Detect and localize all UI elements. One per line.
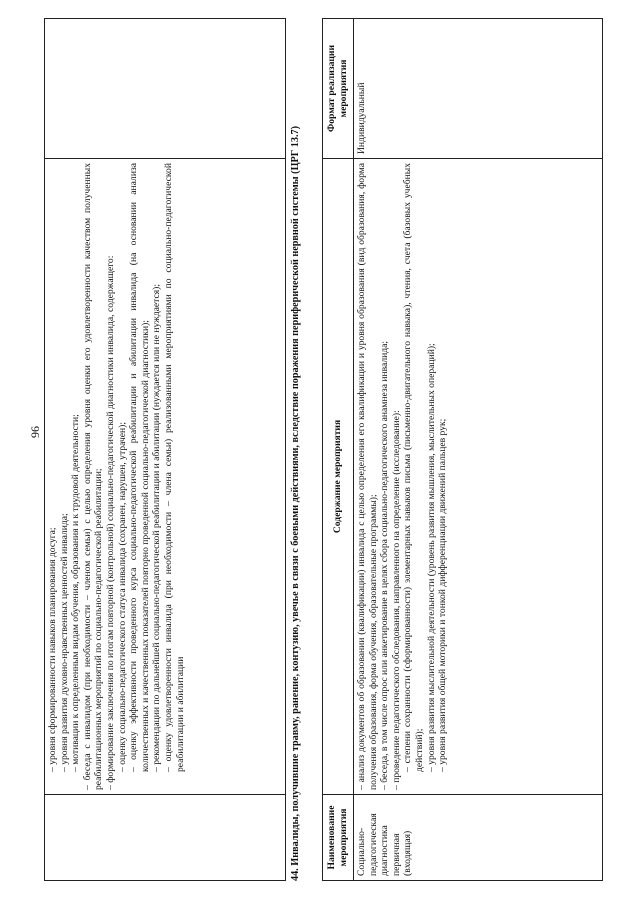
continuation-table [44, 18, 286, 881]
list-item: – формирование заключения по итогам повторной (контрольной) социально-педагогической диагностики инвалида, содержащего: [104, 255, 116, 790]
empty-format-cell [45, 19, 286, 159]
content-cell [45, 159, 286, 795]
list-item: – уровня сформированности навыков планирования досуга; [47, 527, 58, 772]
header-row [323, 19, 354, 881]
list-item: – рекомендации по дальнейшей социально-педагогической реабилитации и абилитации (нуждается или не нуждается); [151, 283, 163, 772]
table-row [45, 19, 286, 881]
list-item: – оценку социально-педагогического статуса инвалида (сохранен, нарушен, утрачен); [116, 421, 128, 772]
content-list [47, 163, 186, 790]
header-content: Содержание мероприятия [323, 159, 354, 795]
list-item: – мотивации к определенным видам обучения, образования и к трудовой деятельности; [70, 414, 82, 772]
rotated-page-content [44, 19, 618, 881]
header-format: Формат реализации мероприятия [323, 19, 354, 159]
activities-table [322, 18, 603, 881]
list-item: – оценку удовлетворенности инвалида (при необходимости – члена семьи) реализованными мероприятиями по социально-педагогической реабилитации и абилитации [162, 163, 186, 772]
content-cell [354, 159, 603, 795]
format-cell: Индивидуальный [354, 19, 603, 159]
activity-name-cell: Социально-педагогическая диагностика первичная (входящая) [354, 795, 603, 881]
header-name: Наименование мероприятия [323, 795, 354, 881]
page-number: 96 [28, 426, 42, 438]
section-heading: 44. Инвалиды, получившие травму, ранение, контузию, увечье в связи с боевыми действиями, вследствие поражения периферической нервной системы (ЦРГ 13.7) [290, 126, 301, 881]
list-item: – степени сохранности (сформированности) элементарных навыков письма (письменно-двигательного навыка), чтения, счета (базовых учебных действий); [402, 163, 425, 772]
list-item: – уровня развития общей моторики и тонкой дифференциации движений пальцев рук; [437, 418, 449, 772]
content-list [356, 163, 449, 790]
list-item: – уровня развития мыслительной деятельности (уровень развития мышления, мыслительных операций); [425, 343, 437, 772]
list-item: – проведение педагогического обследования, направленного на определение (исследование): [390, 410, 402, 790]
list-item: – беседа с инвалидом (при необходимости – членом семьи) с целью определения уровня оценки его удовлетворенности качеством полученных реабилитационных мероприятий по социально-педагогической реабилитации; [81, 163, 105, 790]
list-item: – анализ документов об образовании (квалификации) инвалида с целью определения его квалификации и уровня образования (вид образования, форма получения образования, форма обучения, образовательные программы); [356, 163, 379, 790]
table-row [354, 19, 603, 881]
list-item: – уровня развития духовно-нравственных ценностей инвалида; [58, 513, 70, 772]
list-item: – оценку эффективности проведенного курса социально-педагогической реабилитации и абилитации инвалида (на основании анализа количественных и качественных показателей повторно проведенной социально-педагогической диагностики); [128, 163, 151, 772]
empty-name-cell [45, 795, 286, 881]
list-item: – беседа, в том числе опрос или анкетирование в целях сбора социально-педагогического анамнеза инвалида; [379, 340, 391, 790]
